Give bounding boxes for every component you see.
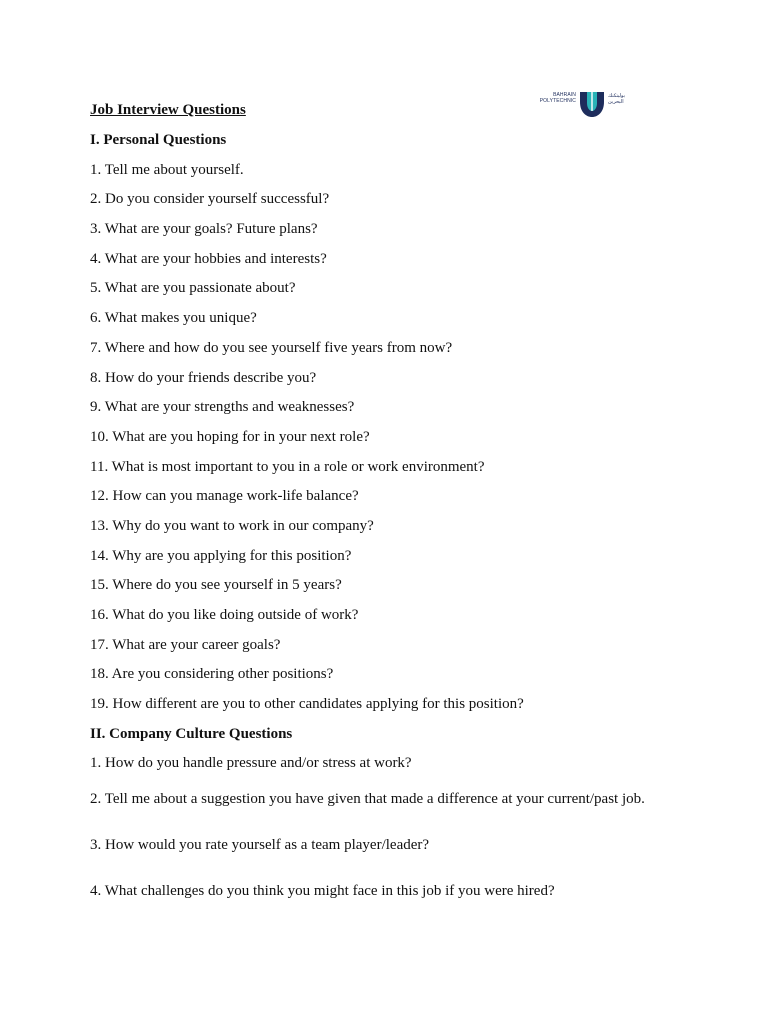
question-item: 10. What are you hoping for in your next role?	[90, 428, 370, 445]
section-heading-personal: I. Personal Questions	[90, 132, 227, 148]
section-heading-company-culture: II. Company Culture Questions	[90, 725, 293, 742]
question-item: 4. What are your hobbies and interests?	[90, 250, 327, 267]
question-item: 3. How would you rate yourself as a team player/leader?	[90, 837, 430, 854]
question-item: 1. Tell me about yourself.	[90, 161, 244, 178]
question-item: 19. How different are you to other candidates applying for this position?	[90, 696, 524, 713]
question-item: 11. What is most important to you in a role or work environment?	[90, 458, 485, 475]
logo-arabic-line1: بوليتكنك	[608, 93, 625, 99]
question-item: 14. Why are you applying for this position?	[90, 547, 352, 564]
question-item: 3. What are your goals? Future plans?	[90, 221, 318, 238]
question-item: 9. What are your strengths and weaknesses?	[90, 399, 355, 416]
question-item: 13. Why do you want to work in our company?	[90, 517, 374, 534]
logo-arabic-line2: البحرين	[608, 99, 624, 105]
question-item: 12. How can you manage work-life balance?	[90, 488, 359, 505]
question-item: 6. What makes you unique?	[90, 310, 257, 327]
question-item: 16. What do you like doing outside of work?	[90, 607, 359, 623]
question-item: 18. Are you considering other positions?	[90, 666, 334, 683]
question-item: 4. What challenges do you think you might face in this job if you were hired?	[90, 883, 555, 900]
logo-english-line2: POLYTECHNIC	[539, 98, 576, 104]
document-body	[90, 100, 730, 901]
question-item: 2. Do you consider yourself successful?	[90, 191, 330, 208]
question-item: 2. Tell me about a suggestion you have given that made a difference at your current/past job.	[90, 791, 645, 808]
question-item: 7. Where and how do you see yourself five years from now?	[90, 339, 453, 356]
logo-english-line1: BAHRAIN	[553, 92, 576, 98]
question-item: 1. How do you handle pressure and/or stress at work?	[90, 755, 412, 772]
question-item: 5. What are you passionate about?	[90, 280, 296, 297]
document-title: Job Interview Questions	[90, 102, 246, 118]
question-item: 15. Where do you see yourself in 5 years?	[90, 577, 342, 594]
question-item: 8. How do your friends describe you?	[90, 369, 317, 386]
question-item: 17. What are your career goals?	[90, 636, 281, 653]
